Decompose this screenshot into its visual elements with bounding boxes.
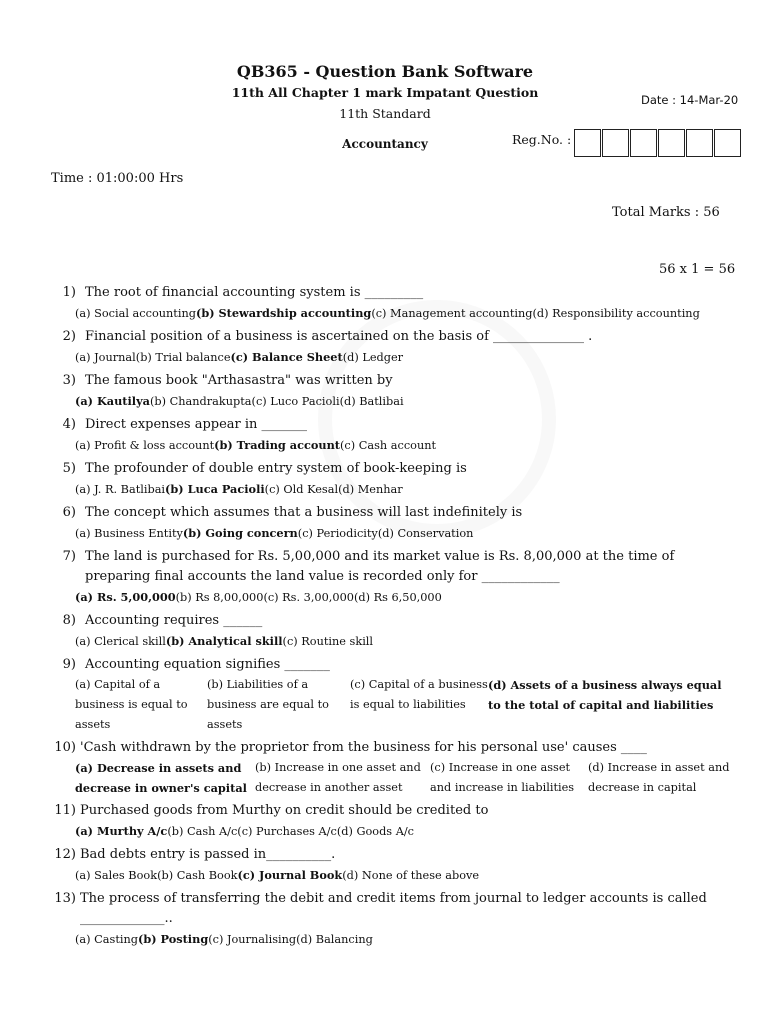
- question-text: Financial position of a business is ascertained on the basis of ______________ .: [85, 329, 593, 344]
- correct-answer-option: (b) Stewardship accounting: [195, 306, 372, 320]
- reg-no-box[interactable]: [602, 129, 629, 157]
- answer-option: (c) Periodicity: [297, 527, 378, 540]
- question-number: 13): [54, 891, 76, 906]
- date-label: Date : 14-Mar-20: [641, 93, 739, 107]
- answer-option: (c) Purchases A/c: [237, 825, 337, 838]
- answer-option: (c) Journalising: [208, 933, 297, 946]
- answer-option: (d) Responsibility accounting: [532, 307, 700, 320]
- question-number: 10): [54, 740, 76, 755]
- answer-options: [52, 865, 742, 886]
- answer-option: (c) Capital of a business is equal to liabilities: [350, 678, 488, 711]
- answer-option: (c) Management accounting: [371, 307, 533, 320]
- reg-no-box[interactable]: [714, 129, 741, 157]
- question-item: [52, 415, 742, 456]
- question-item: [52, 738, 742, 798]
- correct-answer-option: (b) Going concern: [182, 526, 298, 540]
- standard-label: 11th Standard: [339, 106, 431, 121]
- answer-option: (a) Clerical skill: [75, 635, 166, 648]
- answer-option: (c) Increase in one asset and increase in liabilities: [430, 761, 575, 794]
- correct-answer-option: (a) Kautilya: [75, 394, 150, 408]
- answer-option: (d) None of these above: [342, 869, 480, 882]
- correct-answer-option: (a) Rs. 5,00,000: [75, 590, 176, 604]
- answer-options: [52, 391, 742, 412]
- answer-option: (d) Batlibai: [339, 395, 404, 408]
- question-item: [52, 611, 742, 652]
- question-text: 'Cash withdrawn by the proprietor from the business for his personal use' causes ____: [80, 740, 647, 755]
- answer-option: (b) Chandrakupta: [149, 395, 252, 408]
- correct-answer-option: (b) Posting: [137, 932, 209, 946]
- question-number: 1): [62, 285, 76, 300]
- answer-option: (a) Journal: [75, 351, 136, 364]
- answer-option: (b) Rs 8,00,000: [175, 591, 264, 604]
- answer-options: [52, 587, 742, 608]
- question-item: [52, 503, 742, 544]
- answer-option: (c) Cash account: [340, 439, 437, 452]
- question-text: Direct expenses appear in _______: [85, 417, 308, 432]
- question-number: 3): [62, 373, 76, 388]
- answer-option: (b) Cash A/c: [167, 825, 238, 838]
- answer-option: (d) Menhar: [338, 483, 403, 496]
- reg-no-box[interactable]: [686, 129, 713, 157]
- correct-answer-option: (b) Luca Pacioli: [165, 482, 265, 496]
- question-item: [52, 889, 742, 950]
- answer-options-grid: [52, 675, 742, 735]
- correct-answer-option: (d) Assets of a business always equal to the total of capital and liabilities: [488, 678, 722, 712]
- answer-option: (c) Rs. 3,00,000: [263, 591, 354, 604]
- answer-options: [52, 523, 742, 544]
- answer-options: [52, 347, 742, 368]
- answer-option: (d) Conservation: [377, 527, 474, 540]
- answer-option: (a) Sales Book: [75, 869, 158, 882]
- question-item: [52, 327, 742, 368]
- question-item: [52, 371, 742, 412]
- answer-options: [52, 821, 742, 842]
- time-label: Time : 01:00:00 Hrs: [51, 171, 184, 186]
- answer-option: (a) Capital of a business is equal to assets: [75, 678, 188, 731]
- question-text: The profounder of double entry system of book-keeping is: [85, 461, 467, 476]
- question-number: 11): [54, 803, 76, 818]
- correct-answer-option: (b) Analytical skill: [165, 634, 283, 648]
- answer-option: (d) Rs 6,50,000: [353, 591, 442, 604]
- question-text: The land is purchased for Rs. 5,00,000 and its market value is Rs. 8,00,000 at the time of preparing final accounts the land value is recorded only for ____________: [85, 549, 675, 584]
- page-title: QB365 - Question Bank Software: [236, 62, 534, 81]
- answer-option: (d) Increase in asset and decrease in capital: [588, 761, 730, 794]
- question-item: [52, 283, 742, 324]
- answer-option: (b) Increase in one asset and decrease in another asset: [255, 761, 421, 794]
- reg-no-box[interactable]: [658, 129, 685, 157]
- question-number: 12): [54, 847, 76, 862]
- question-list: [52, 283, 742, 953]
- question-item: [52, 547, 742, 608]
- answer-options: [52, 435, 742, 456]
- answer-options: [52, 479, 742, 500]
- correct-answer-option: (b) Trading account: [214, 438, 341, 452]
- question-text: The concept which assumes that a business will last indefinitely is: [85, 505, 523, 520]
- answer-options-grid: [52, 758, 742, 798]
- answer-option: (b) Liabilities of a business are equal to assets: [207, 678, 329, 731]
- answer-options: [52, 929, 742, 950]
- answer-option: (b) Trial balance: [135, 351, 231, 364]
- answer-option: (c) Old Kesal: [264, 483, 339, 496]
- question-item: [52, 845, 742, 886]
- correct-answer-option: (a) Murthy A/c: [75, 824, 168, 838]
- question-text: Accounting requires ______: [85, 613, 263, 628]
- question-text: Bad debts entry is passed in__________.: [80, 847, 336, 862]
- question-number: 4): [62, 417, 76, 432]
- answer-option: (c) Routine skill: [282, 635, 374, 648]
- question-text: Purchased goods from Murthy on credit should be credited to: [80, 803, 489, 818]
- answer-option: (c) Luco Pacioli: [251, 395, 340, 408]
- question-number: 8): [62, 613, 76, 628]
- correct-answer-option: (a) Decrease in assets and decrease in owner's capital: [75, 761, 247, 795]
- question-number: 5): [62, 461, 76, 476]
- question-item: [52, 655, 742, 735]
- answer-option: (a) Business Entity: [75, 527, 183, 540]
- answer-option: (d) Goods A/c: [336, 825, 414, 838]
- reg-no-label: Reg.No. :: [512, 132, 572, 147]
- total-marks: Total Marks : 56: [612, 205, 720, 220]
- answer-option: (a) Profit & loss account: [75, 439, 215, 452]
- question-text: The process of transferring the debit and credit items from journal to ledger accounts is called _____________..: [80, 891, 707, 926]
- answer-option: (a) J. R. Batlibai: [75, 483, 166, 496]
- reg-no-boxes: [574, 129, 742, 157]
- answer-option: (d) Ledger: [342, 351, 404, 364]
- question-item: [52, 801, 742, 842]
- answer-option: (d) Balancing: [296, 933, 373, 946]
- answer-option: (a) Casting: [75, 933, 138, 946]
- answer-options: [52, 303, 742, 324]
- question-text: The root of financial accounting system is _________: [85, 285, 424, 300]
- question-number: 6): [62, 505, 76, 520]
- question-text: Accounting equation signifies _______: [85, 657, 330, 672]
- reg-no-box[interactable]: [630, 129, 657, 157]
- correct-answer-option: (c) Balance Sheet: [230, 350, 343, 364]
- reg-no-box[interactable]: [574, 129, 601, 157]
- answer-option: (b) Cash Book: [157, 869, 238, 882]
- question-number: 2): [62, 329, 76, 344]
- correct-answer-option: (c) Journal Book: [237, 868, 343, 882]
- marks-calculation: 56 x 1 = 56: [659, 262, 736, 277]
- question-item: [52, 459, 742, 500]
- subject-label: Accountancy: [342, 137, 428, 151]
- answer-options: [52, 631, 742, 652]
- page-subtitle: 11th All Chapter 1 mark Impatant Question: [231, 85, 539, 100]
- question-number: 7): [62, 549, 76, 564]
- question-text: The famous book "Arthasastra" was written by: [85, 373, 393, 388]
- question-number: 9): [62, 657, 76, 672]
- answer-option: (a) Social accounting: [75, 307, 196, 320]
